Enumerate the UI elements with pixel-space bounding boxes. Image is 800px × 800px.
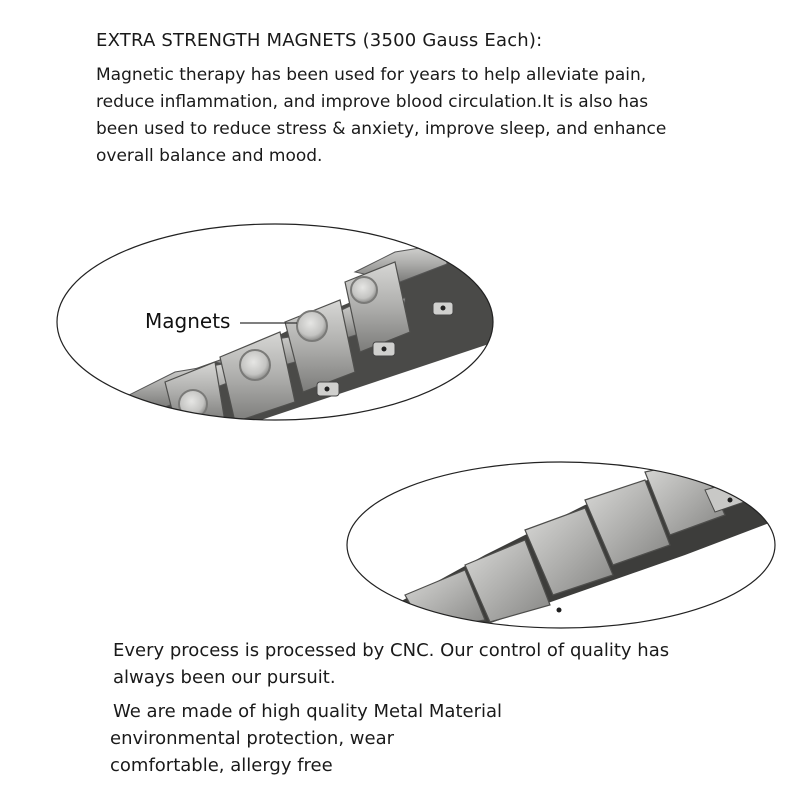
page-heading: EXTRA STRENGTH MAGNETS (3500 Gauss Each): <box>96 30 543 51</box>
material-line: environmental protection, wear <box>110 728 395 749</box>
magnets-callout-label: Magnets <box>145 309 231 333</box>
intro-line: Magnetic therapy has been used for years to help alleviate pain, <box>96 65 647 85</box>
material-paragraph <box>110 698 750 779</box>
cnc-line: Every process is processed by CNC. Our control of quality has <box>113 640 670 661</box>
cnc-paragraph <box>113 637 753 691</box>
bracelet-links-closeup <box>345 460 777 630</box>
intro-line: been used to reduce stress & anxiety, improve sleep, and enhance <box>96 119 667 139</box>
intro-line: overall balance and mood. <box>96 146 323 166</box>
bracelet-magnets-closeup <box>55 222 495 422</box>
intro-line: reduce inflammation, and improve blood circulation.It is also has <box>96 92 649 112</box>
material-line: comfortable, allergy free <box>110 755 333 776</box>
material-line: We are made of high quality Metal Material <box>113 701 503 722</box>
intro-paragraph <box>96 62 756 170</box>
cnc-line: always been our pursuit. <box>113 667 336 688</box>
